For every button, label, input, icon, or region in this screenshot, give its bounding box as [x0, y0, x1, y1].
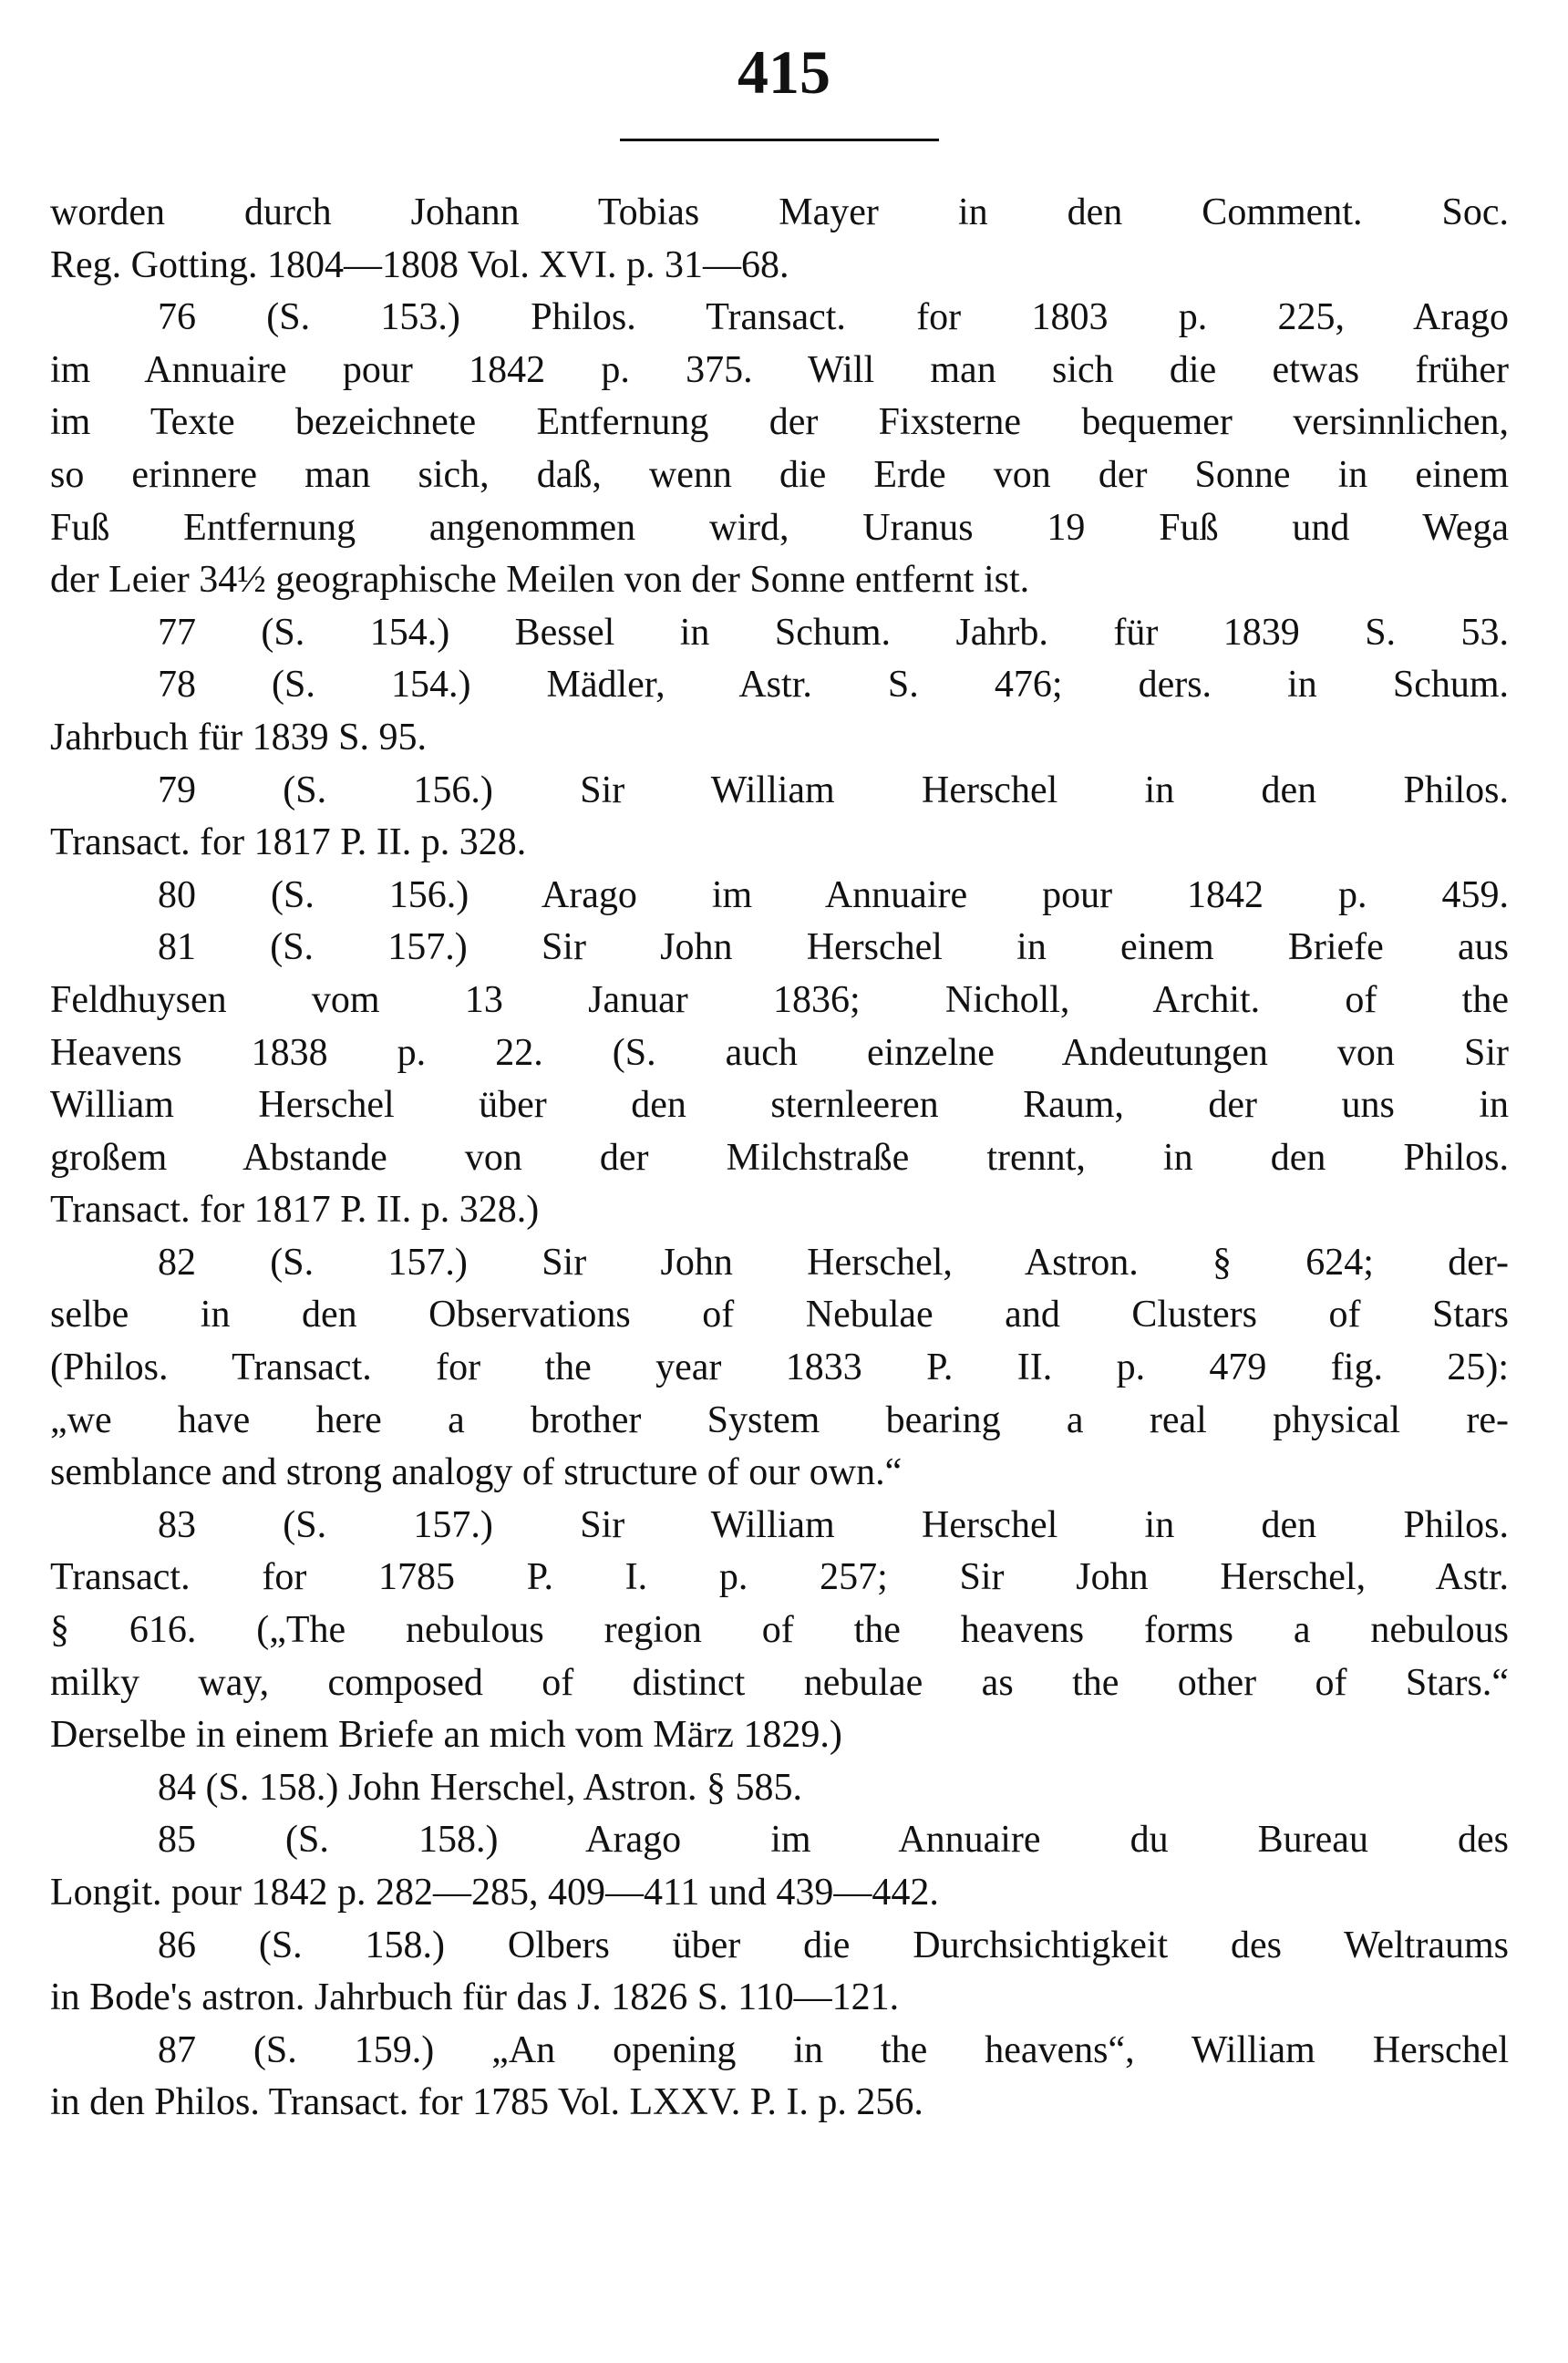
text-line: (Philos. Transact. for the year 1833 P. II. p. 479 fig. 25):	[50, 1347, 1509, 1389]
text-line: 76 (S. 153.) Philos. Transact. for 1803 p. 225, Arago	[158, 296, 1509, 339]
text-line: großem Abstande von der Milchstraße trennt, in den Philos.	[50, 1136, 1509, 1179]
text-line: 85 (S. 158.) Arago im Annuaire du Bureau des	[158, 1819, 1509, 1862]
footnotes-text	[50, 187, 1509, 2130]
text-line: Longit. pour 1842 p. 282—285, 409—411 und 439—442.	[50, 1872, 939, 1914]
text-line: Transact. for 1817 P. II. p. 328.	[50, 821, 527, 864]
text-line: § 616. („The nebulous region of the heavens forms a nebulous	[50, 1609, 1509, 1652]
text-line: worden durch Johann Tobias Mayer in den Comment. Soc.	[50, 191, 1509, 233]
text-line: 79 (S. 156.) Sir William Herschel in den Philos.	[158, 769, 1509, 811]
text-line: 82 (S. 157.) Sir John Herschel, Astron. § 624; der-	[158, 1241, 1509, 1284]
text-line: so erinnere man sich, daß, wenn die Erde von der Sonne in einem	[50, 453, 1509, 496]
text-line: William Herschel über den sternleeren Raum, der uns in	[50, 1084, 1509, 1127]
text-line: Fuß Entfernung angenommen wird, Uranus 19 Fuß und Wega	[50, 506, 1509, 549]
text-line: 84 (S. 158.) John Herschel, Astron. § 585.	[158, 1766, 802, 1809]
text-line: Transact. for 1817 P. II. p. 328.)	[50, 1189, 540, 1232]
text-line: 80 (S. 156.) Arago im Annuaire pour 1842 p. 459.	[158, 873, 1509, 916]
text-line: in den Philos. Transact. for 1785 Vol. LXXV. P. I. p. 256.	[50, 2081, 923, 2124]
text-line: milky way, composed of distinct nebulae as the other of Stars.“	[50, 1661, 1509, 1704]
text-line: im Annuaire pour 1842 p. 375. Will man sich die etwas früher	[50, 348, 1509, 391]
text-line: Heavens 1838 p. 22. (S. auch einzelne Andeutungen von Sir	[50, 1031, 1509, 1074]
header-rule	[620, 139, 939, 141]
text-line: Jahrbuch für 1839 S. 95.	[50, 716, 427, 758]
text-line: Feldhuysen vom 13 Januar 1836; Nicholl, Archit. of the	[50, 978, 1509, 1021]
text-line: Transact. for 1785 P. I. p. 257; Sir John Herschel, Astr.	[50, 1556, 1509, 1599]
text-line: 78 (S. 154.) Mädler, Astr. S. 476; ders. in Schum.	[158, 664, 1509, 707]
text-line: selbe in den Observations of Nebulae and Clusters of Stars	[50, 1294, 1509, 1336]
text-line: Derselbe in einem Briefe an mich vom März 1829.)	[50, 1714, 842, 1757]
text-line: 83 (S. 157.) Sir William Herschel in den Philos.	[158, 1503, 1509, 1546]
text-line: im Texte bezeichnete Entfernung der Fixsterne bequemer versinnlichen,	[50, 401, 1509, 444]
text-line: 87 (S. 159.) „An opening in the heavens“, William Herschel	[158, 2028, 1509, 2071]
text-line: 86 (S. 158.) Olbers über die Durchsichtigkeit des Weltraums	[158, 1924, 1509, 1966]
text-line: der Leier 34½ geographische Meilen von der Sonne entfernt ist.	[50, 559, 1030, 602]
text-line: 77 (S. 154.) Bessel in Schum. Jahrb. für 1839 S. 53.	[158, 611, 1509, 654]
text-line: Reg. Gotting. 1804—1808 Vol. XVI. p. 31—68.	[50, 243, 789, 286]
text-line: 81 (S. 157.) Sir John Herschel in einem Briefe aus	[158, 926, 1509, 969]
page-number: 415	[738, 37, 830, 107]
text-line: „we have here a brother System bearing a real physical re-	[50, 1398, 1509, 1441]
text-line: in Bode's astron. Jahrbuch für das J. 1826 S. 110—121.	[50, 1976, 900, 2019]
text-line: semblance and strong analogy of structure of our own.“	[50, 1451, 903, 1494]
